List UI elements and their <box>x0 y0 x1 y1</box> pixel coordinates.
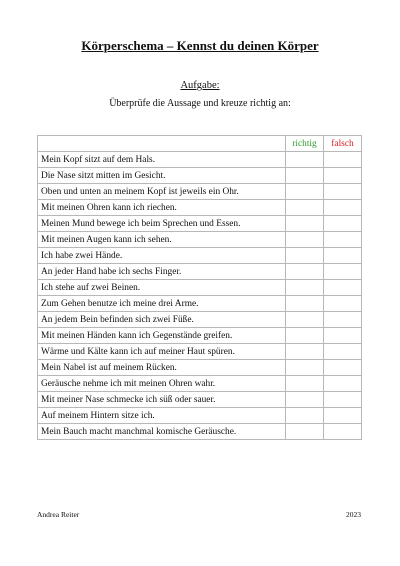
statement-text: Mit meinen Händen kann ich Gegenstände greifen. <box>38 328 286 344</box>
statement-text: Geräusche nehme ich mit meinen Ohren wahr. <box>38 376 286 392</box>
table-row <box>38 424 362 440</box>
table-row <box>38 232 362 248</box>
table-header-row <box>38 136 362 152</box>
richtig-checkbox-cell[interactable] <box>286 152 324 168</box>
statement-text: Mein Bauch macht manchmal komische Geräusche. <box>38 424 286 440</box>
table-row <box>38 328 362 344</box>
falsch-checkbox-cell[interactable] <box>324 424 362 440</box>
richtig-checkbox-cell[interactable] <box>286 184 324 200</box>
richtig-checkbox-cell[interactable] <box>286 424 324 440</box>
richtig-header: richtig <box>286 136 324 152</box>
falsch-checkbox-cell[interactable] <box>324 264 362 280</box>
statement-text: Oben und unten an meinem Kopf ist jeweils ein Ohr. <box>38 184 286 200</box>
statement-text: Mit meinen Ohren kann ich riechen. <box>38 200 286 216</box>
richtig-checkbox-cell[interactable] <box>286 248 324 264</box>
falsch-checkbox-cell[interactable] <box>324 296 362 312</box>
falsch-checkbox-cell[interactable] <box>324 248 362 264</box>
table-row <box>38 168 362 184</box>
table-row <box>38 280 362 296</box>
table-row <box>38 200 362 216</box>
richtig-checkbox-cell[interactable] <box>286 168 324 184</box>
table-row <box>38 344 362 360</box>
statement-text: Ich habe zwei Hände. <box>38 248 286 264</box>
table-row <box>38 248 362 264</box>
falsch-checkbox-cell[interactable] <box>324 200 362 216</box>
falsch-checkbox-cell[interactable] <box>324 312 362 328</box>
falsch-header: falsch <box>324 136 362 152</box>
falsch-checkbox-cell[interactable] <box>324 376 362 392</box>
falsch-checkbox-cell[interactable] <box>324 232 362 248</box>
table-row <box>38 216 362 232</box>
richtig-checkbox-cell[interactable] <box>286 296 324 312</box>
statement-text: An jeder Hand habe ich sechs Finger. <box>38 264 286 280</box>
richtig-checkbox-cell[interactable] <box>286 344 324 360</box>
richtig-checkbox-cell[interactable] <box>286 312 324 328</box>
falsch-checkbox-cell[interactable] <box>324 152 362 168</box>
task-label: Aufgabe: <box>180 80 220 91</box>
statement-text: Zum Gehen benutze ich meine drei Arme. <box>38 296 286 312</box>
statement-text: Mein Nabel ist auf meinem Rücken. <box>38 360 286 376</box>
richtig-checkbox-cell[interactable] <box>286 408 324 424</box>
statement-text: An jedem Bein befinden sich zwei Füße. <box>38 312 286 328</box>
statement-text: Mit meinen Augen kann ich sehen. <box>38 232 286 248</box>
falsch-checkbox-cell[interactable] <box>324 328 362 344</box>
falsch-checkbox-cell[interactable] <box>324 408 362 424</box>
table-row <box>38 376 362 392</box>
instruction-text: Überprüfe die Aussage und kreuze richtig an: <box>109 98 291 109</box>
table-row <box>38 408 362 424</box>
table-row <box>38 296 362 312</box>
richtig-checkbox-cell[interactable] <box>286 376 324 392</box>
statement-text: Ich stehe auf zwei Beinen. <box>38 280 286 296</box>
table-row <box>38 312 362 328</box>
richtig-checkbox-cell[interactable] <box>286 232 324 248</box>
falsch-checkbox-cell[interactable] <box>324 168 362 184</box>
page-title: Körperschema – Kennst du deinen Körper <box>81 38 319 53</box>
falsch-checkbox-cell[interactable] <box>324 360 362 376</box>
falsch-checkbox-cell[interactable] <box>324 216 362 232</box>
footer-author: Andrea Reiter <box>37 510 80 519</box>
statement-text: Mit meiner Nase schmecke ich süß oder sauer. <box>38 392 286 408</box>
falsch-checkbox-cell[interactable] <box>324 184 362 200</box>
richtig-checkbox-cell[interactable] <box>286 200 324 216</box>
table-row <box>38 264 362 280</box>
richtig-checkbox-cell[interactable] <box>286 280 324 296</box>
statement-text: Die Nase sitzt mitten im Gesicht. <box>38 168 286 184</box>
statement-text: Mein Kopf sitzt auf dem Hals. <box>38 152 286 168</box>
statement-text: Auf meinem Hintern sitze ich. <box>38 408 286 424</box>
table-row <box>38 392 362 408</box>
falsch-checkbox-cell[interactable] <box>324 280 362 296</box>
footer <box>37 510 361 519</box>
footer-year: 2023 <box>346 510 361 519</box>
richtig-checkbox-cell[interactable] <box>286 264 324 280</box>
table-row <box>38 360 362 376</box>
richtig-checkbox-cell[interactable] <box>286 392 324 408</box>
falsch-checkbox-cell[interactable] <box>324 344 362 360</box>
richtig-checkbox-cell[interactable] <box>286 360 324 376</box>
falsch-checkbox-cell[interactable] <box>324 392 362 408</box>
statement-text: Meinen Mund bewege ich beim Sprechen und Essen. <box>38 216 286 232</box>
table-row <box>38 184 362 200</box>
table-row <box>38 152 362 168</box>
statement-text: Wärme und Kälte kann ich auf meiner Haut spüren. <box>38 344 286 360</box>
statement-header <box>38 136 286 152</box>
true-false-table <box>37 135 362 440</box>
richtig-checkbox-cell[interactable] <box>286 328 324 344</box>
richtig-checkbox-cell[interactable] <box>286 216 324 232</box>
